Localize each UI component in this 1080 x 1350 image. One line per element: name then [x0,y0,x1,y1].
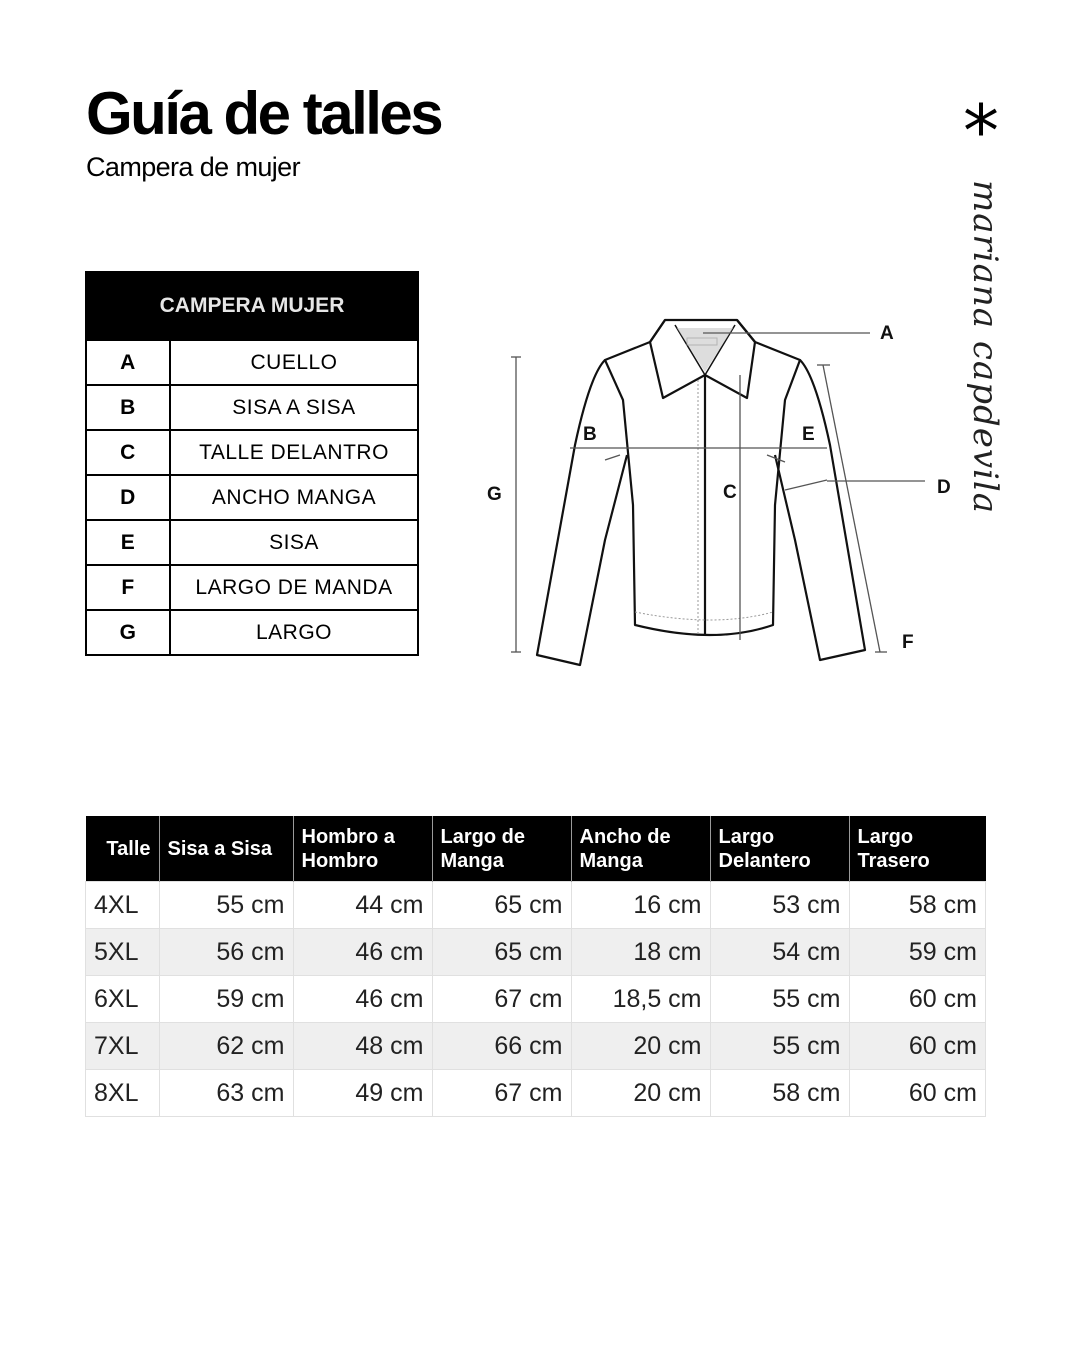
value-cell: 20 cm [571,1070,710,1117]
diagram-label-f: F [902,632,914,653]
value-cell: 58 cm [849,882,986,929]
value-cell: 59 cm [159,976,293,1023]
diagram-label-a: A [880,323,894,344]
header-text: Manga [440,849,504,872]
value-cell: 46 cm [293,976,432,1023]
header-text: Ancho de [579,825,671,848]
value-cell: 59 cm [849,929,986,976]
value-cell: 44 cm [293,882,432,929]
header-text: Hombro a [301,825,395,848]
value-cell: 55 cm [710,976,849,1023]
asterisk-icon: * [963,89,999,173]
legend-row [86,385,418,430]
header-text: Talle [106,837,151,860]
size-cell: 6XL [86,976,160,1023]
legend-letter: A [86,340,170,385]
size-chart-table [85,816,986,1117]
measurement-legend-table [85,271,419,656]
value-cell: 63 cm [159,1070,293,1117]
legend-row [86,340,418,385]
size-table-header [86,816,986,882]
value-cell: 18 cm [571,929,710,976]
column-header-hombro [293,816,432,882]
value-cell: 16 cm [571,882,710,929]
column-header-largo-manga [432,816,571,882]
value-cell: 67 cm [432,1070,571,1117]
header-text: Delantero [718,849,811,872]
brand-logo: mariana capdevila [965,180,1005,515]
legend-label: ANCHO MANGA [170,475,418,520]
jacket-measurement-diagram [455,240,1005,695]
header-text: Trasero [857,849,930,872]
column-header-largo-delantero [710,816,849,882]
diagram-label-d: D [937,477,951,498]
legend-row [86,520,418,565]
legend-title: CAMPERA MUJER [86,272,418,340]
value-cell: 18,5 cm [571,976,710,1023]
column-header-sisa [159,816,293,882]
legend-label: SISA [170,520,418,565]
header-text: Manga [579,849,643,872]
page-title: Guía de talles [86,80,442,147]
table-row [86,1023,986,1070]
header-text: Sisa a Sisa [167,837,273,860]
column-header-ancho-manga [571,816,710,882]
table-row [86,929,986,976]
value-cell: 62 cm [159,1023,293,1070]
size-cell: 4XL [86,882,160,929]
jacket-sketch-icon [455,240,1005,695]
value-cell: 60 cm [849,976,986,1023]
header-text: Largo de [440,825,525,848]
legend-letter: C [86,430,170,475]
legend-label: SISA A SISA [170,385,418,430]
legend-letter: E [86,520,170,565]
value-cell: 48 cm [293,1023,432,1070]
legend-label: LARGO [170,610,418,655]
value-cell: 20 cm [571,1023,710,1070]
table-row [86,976,986,1023]
legend-row [86,430,418,475]
diagram-label-c: C [723,482,737,503]
table-row [86,882,986,929]
value-cell: 58 cm [710,1070,849,1117]
legend-row [86,475,418,520]
value-cell: 67 cm [432,976,571,1023]
legend-row [86,610,418,655]
value-cell: 54 cm [710,929,849,976]
value-cell: 49 cm [293,1070,432,1117]
diagram-label-b: B [583,424,597,445]
value-cell: 60 cm [849,1023,986,1070]
value-cell: 66 cm [432,1023,571,1070]
value-cell: 56 cm [159,929,293,976]
legend-letter: G [86,610,170,655]
diagram-label-e: E [802,424,815,445]
size-cell: 7XL [86,1023,160,1070]
value-cell: 53 cm [710,882,849,929]
column-header-largo-trasero [849,816,986,882]
table-row [86,1070,986,1117]
legend-label: TALLE DELANTRO [170,430,418,475]
value-cell: 60 cm [849,1070,986,1117]
legend-row [86,565,418,610]
diagram-label-g: G [487,484,502,505]
header-text: Hombro [301,849,379,872]
size-cell: 8XL [86,1070,160,1117]
value-cell: 55 cm [710,1023,849,1070]
size-cell: 5XL [86,929,160,976]
legend-letter: B [86,385,170,430]
value-cell: 55 cm [159,882,293,929]
legend-letter: F [86,565,170,610]
value-cell: 65 cm [432,929,571,976]
value-cell: 46 cm [293,929,432,976]
header-text: Largo [718,825,775,848]
legend-label: CUELLO [170,340,418,385]
page-subtitle: Campera de mujer [86,152,300,182]
legend-label: LARGO DE MANDA [170,565,418,610]
header-text: Largo [857,825,914,848]
column-header-talle [86,816,160,882]
legend-letter: D [86,475,170,520]
value-cell: 65 cm [432,882,571,929]
